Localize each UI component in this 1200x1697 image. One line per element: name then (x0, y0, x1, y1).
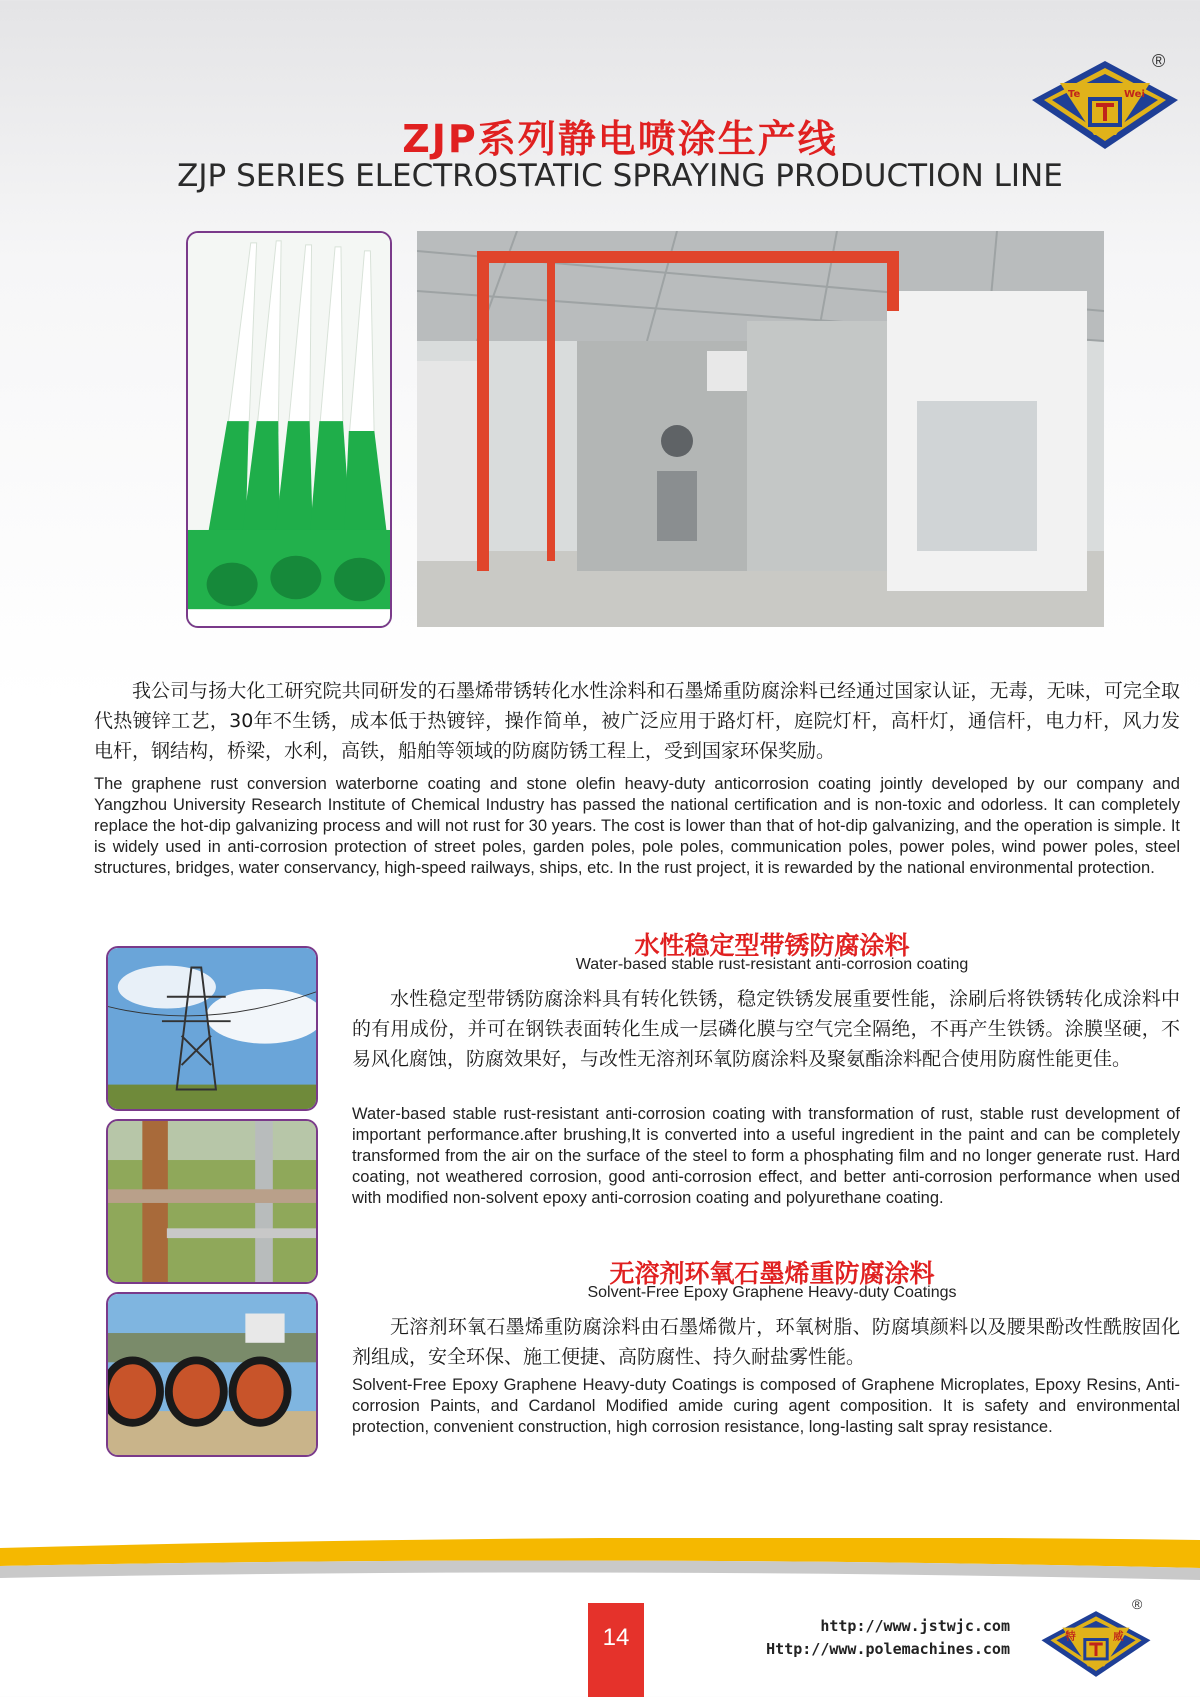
rusty-pole-photo (106, 1119, 318, 1284)
footer-url-2[interactable]: Http://www.polemachines.com (766, 1640, 1010, 1658)
poles-photo (186, 231, 392, 628)
logo-right-text: Wei (1124, 89, 1145, 100)
section2-title-en: Solvent-Free Epoxy Graphene Heavy-duty Coatings (587, 1284, 957, 1301)
section2-cn-paragraph: 无溶剂环氧石墨烯重防腐涂料由石墨烯微片，环氧树脂、防腐填颜料以及腰果酚改性酰胺固化剂组成，安全环保、施工便捷、高防腐性、持久耐盐雾性能。 (352, 1316, 1180, 1368)
registered-mark-icon: ® (1132, 1596, 1143, 1612)
footer-url-1[interactable]: http://www.jstwjc.com (820, 1617, 1010, 1635)
intro-en-paragraph: The graphene rust conversion waterborne coating and stone olefin heavy-duty anticorrosion coating jointly developed by our company and Yangzhou University Research Institute of Chemical Industry has passed the national certification and is non-toxic and odorless. It can completely replace the hot-dip galvanizing process and will not rust for 30 years. The cost is lower than that of hot-dip galvanizing, and the operation is simple. It is widely used in anti-corrosion protection of street poles, garden poles, pole poles, communication poles, power poles, wind power poles, steel structures, bridges, water conservancy, high-speed railways, ships, etc. In the rust project, it is rewarded by the national environmental protection. (94, 775, 1180, 877)
pipeline-photo (106, 1292, 318, 1457)
section2-en-paragraph: Solvent-Free Epoxy Graphene Heavy-duty Coatings is composed of Graphene Microplates, Epoxy Resins, Anti-corrosion Paints, and Cardanol Modified amide curing agent composition. It is safety and environmental protection, convenient construction, high corrosion resistance, long-lasting salt spray resistance. (352, 1376, 1180, 1436)
section1-title-cn: 水性稳定型带锈防腐涂料 (634, 931, 910, 960)
section1-title-en: Water-based stable rust-resistant anti-corrosion coating (575, 956, 969, 973)
section2-title-cn: 无溶剂环氧石墨烯重防腐涂料 (609, 1259, 935, 1288)
page-title-cn: ZJP系列静电喷涂生产线 (402, 117, 838, 161)
registered-mark-icon: ® (1152, 51, 1166, 71)
logo-bottom-right-text: 威 (1113, 1630, 1124, 1643)
intro-cn-paragraph: 我公司与扬大化工研究院共同研发的石墨烯带锈转化水性涂料和石墨烯重防腐涂料已经通过国家认证，无毒，无味，可完全取代热镀锌工艺，30年不生锈，成本低于热镀锌，操作简单，被广泛应用于路灯杆，庭院灯杆，高杆灯，通信杆，电力杆，风力发电杆，钢结构，桥梁，水利，高铁，船舶等领域的防腐防锈工程上，受到国家环保奖励。 (94, 680, 1180, 762)
power-tower-photo (106, 946, 318, 1111)
spraying-line-photo (417, 231, 1104, 627)
page-number: 14 (588, 1603, 644, 1697)
logo-bottom-left-text: 特 (1065, 1630, 1076, 1643)
company-logo-bottom (1040, 1596, 1152, 1684)
logo-left-text: Te (1068, 89, 1081, 100)
company-logo-icon (1040, 1604, 1152, 1684)
section1-cn-paragraph: 水性稳定型带锈防腐涂料具有转化铁锈，稳定铁锈发展重要性能，涂刷后将铁锈转化成涂料中的有用成份，并可在钢铁表面转化生成一层磷化膜与空气完全隔绝，不再产生铁锈。涂膜坚硬，不易风化腐蚀，防腐效果好，与改性无溶剂环氧防腐涂料及聚氨酯涂料配合使用防腐性能更佳。 (352, 988, 1180, 1070)
page-title-en: ZJP SERIES ELECTROSTATIC SPRAYING PRODUCTION LINE (177, 158, 1063, 194)
footer-swoosh (0, 1538, 1200, 1578)
company-logo-top (1030, 51, 1180, 155)
section1-en-paragraph: Water-based stable rust-resistant anti-corrosion coating with transformation of rust, stable rust development of important performance.after brushing,It is converted into a useful ingredient in the paint and can be completely transformed from the air on the surface of the steel to form a phosphating film and no longer generate rust. Hard coating, not weathered corrosion, good anti-corrosion effect, and better anti-corrosion performance when used with modified non-solvent epoxy anti-corrosion coating and polyurethane coating. (352, 1105, 1180, 1207)
